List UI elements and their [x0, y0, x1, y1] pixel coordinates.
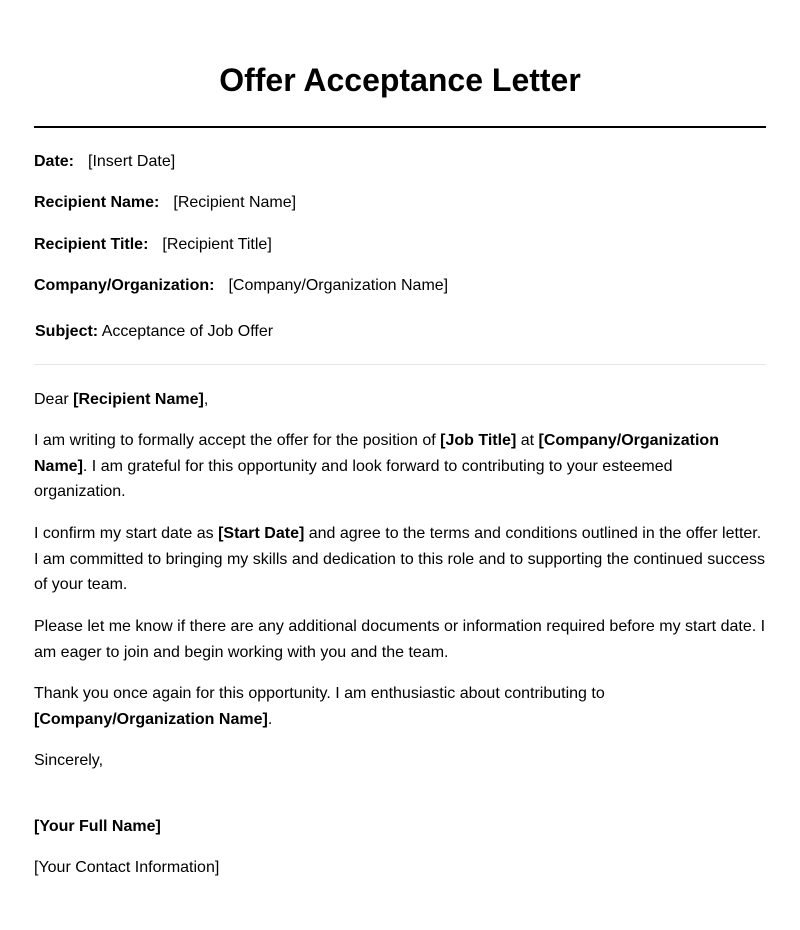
subject-field	[35, 320, 273, 344]
start-date-placeholder: [Start Date]	[218, 525, 305, 542]
greeting-comma: ,	[203, 391, 209, 408]
company-field	[34, 274, 448, 298]
job-title-placeholder: [Job Title]	[440, 432, 517, 449]
company-label: Company/Organization:	[34, 277, 215, 294]
recipient-title-value: [Recipient Title]	[162, 236, 272, 253]
page-title: Offer Acceptance Letter	[219, 62, 581, 98]
recipient-name-value: [Recipient Name]	[173, 194, 297, 211]
recipient-title-field	[34, 233, 272, 257]
recipient-title-label: Recipient Title:	[34, 236, 149, 253]
company-value: [Company/Organization Name]	[228, 277, 449, 294]
subject-value: Acceptance of Job Offer	[101, 323, 274, 340]
greeting	[34, 387, 766, 413]
recipient-name-label: Recipient Name:	[34, 194, 160, 211]
date-value: [Insert Date]	[88, 153, 176, 170]
date-label: Date:	[34, 153, 75, 170]
greeting-recipient: [Recipient Name]	[73, 391, 204, 408]
contact-information: [Your Contact Information]	[34, 859, 220, 876]
greeting-text: Dear	[34, 391, 74, 408]
paragraph-4: Thank you once again for this opportunity. I am enthusiastic about contributing to [Company/Organization Name].	[34, 685, 605, 728]
recipient-name-field	[34, 191, 296, 215]
subject-label: Subject:	[35, 323, 99, 340]
closing: Sincerely,	[34, 752, 104, 769]
company-placeholder: [Company/Organization Name]	[34, 432, 719, 475]
paragraph-1: I am writing to formally accept the offer for the position of [Job Title] at [Company/Organization Name]. I am grateful for this opportunity and look forward to contributing to your esteemed organization.	[34, 432, 719, 500]
date-field	[34, 150, 175, 174]
paragraph-3: Please let me know if there are any additional documents or information required before my start date. I am eager to join and begin working with you and the team.	[34, 618, 766, 661]
title-divider	[34, 126, 766, 128]
header-divider	[34, 364, 766, 365]
company-placeholder-closing: [Company/Organization Name]	[34, 710, 268, 728]
paragraph-2: I confirm my start date as [Start Date] and agree to the terms and conditions outlined in the offer letter. I am committed to bringing my skills and dedication to this role and to supporting the continued success of your team.	[34, 525, 766, 593]
signature-name: [Your Full Name]	[34, 818, 161, 835]
